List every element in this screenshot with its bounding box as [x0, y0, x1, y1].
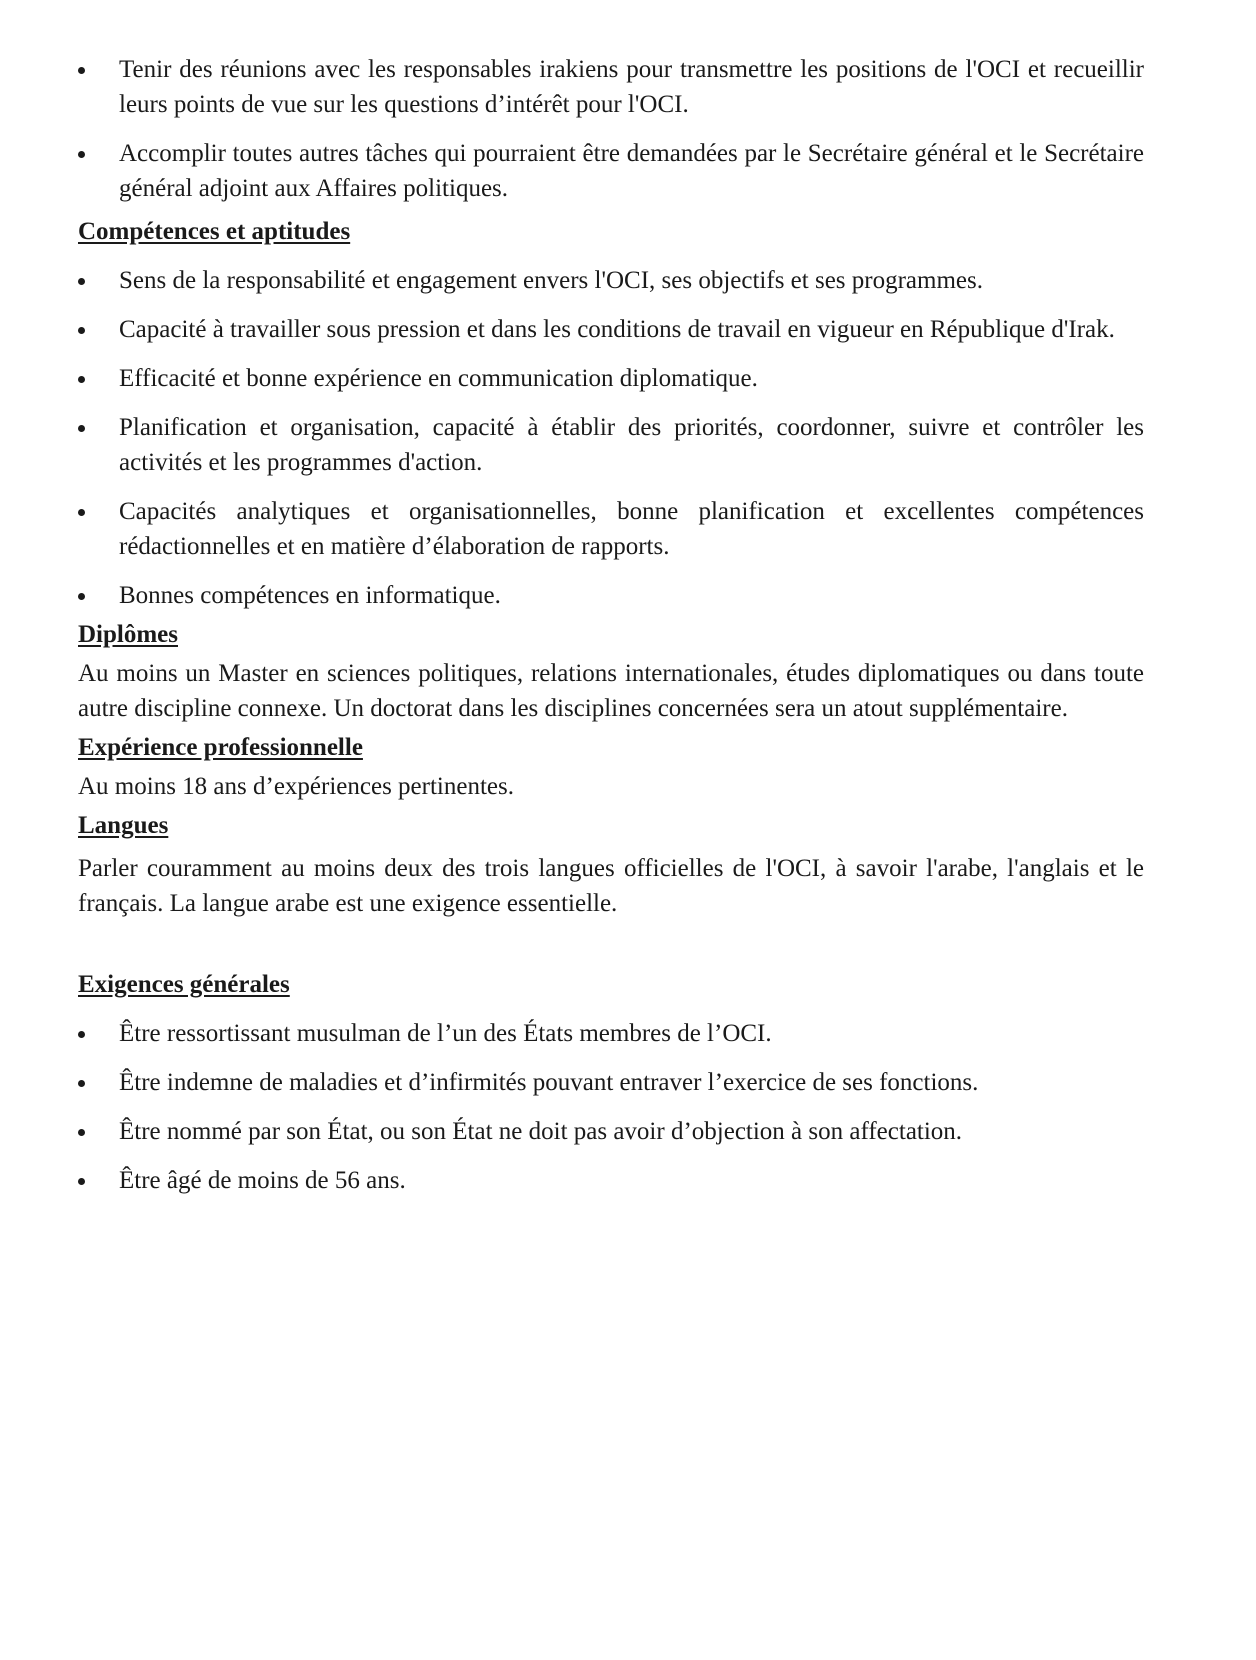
bullet-text: Tenir des réunions avec les responsables irakiens pour transmettre les positions de l'OCI et recueillir leurs points de vue sur les questions d’intérêt pour l'OCI. [119, 56, 1144, 118]
section-heading-langues: Langues [78, 812, 169, 839]
list-item [78, 1065, 1144, 1100]
bullet-text: Être âgé de moins de 56 ans. [119, 1167, 406, 1194]
bullet-icon [78, 327, 85, 334]
bullet-icon [78, 278, 85, 285]
bullet-icon [78, 67, 85, 74]
intro-bullet-list [78, 52, 1144, 206]
bullet-icon [78, 425, 85, 432]
langues-paragraph: Parler couramment au moins deux des trois langues officielles de l'OCI, à savoir l'arabe, l'anglais et le français. La langue arabe est une exigence essentielle. [78, 855, 1144, 917]
bullet-text: Efficacité et bonne expérience en communication diplomatique. [119, 365, 758, 392]
experience-paragraph: Au moins 18 ans d’expériences pertinentes. [78, 773, 514, 800]
section-heading-diplomes: Diplômes [78, 621, 178, 648]
list-item [78, 361, 1144, 396]
bullet-icon [78, 1031, 85, 1038]
bullet-text: Accomplir toutes autres tâches qui pourraient être demandées par le Secrétaire général et le Secrétaire général adjoint aux Affaires politiques. [119, 140, 1144, 202]
list-item [78, 1163, 1144, 1198]
list-item [78, 312, 1144, 347]
bullet-icon [78, 593, 85, 600]
bullet-text: Capacité à travailler sous pression et dans les conditions de travail en vigueur en République d'Irak. [119, 316, 1115, 343]
list-item [78, 410, 1144, 480]
bullet-icon [78, 1178, 85, 1185]
list-item [78, 494, 1144, 564]
list-item [78, 263, 1144, 298]
bullet-icon [78, 1080, 85, 1087]
bullet-text: Être ressortissant musulman de l’un des États membres de l’OCI. [119, 1020, 772, 1047]
bullet-icon [78, 1129, 85, 1136]
list-item [78, 578, 1144, 613]
bullet-text: Capacités analytiques et organisationnelles, bonne planification et excellentes compétences rédactionnelles et en matière d’élaboration de rapports. [119, 498, 1144, 560]
bullet-text: Bonnes compétences en informatique. [119, 582, 501, 609]
bullet-icon [78, 376, 85, 383]
section-heading-competences: Compétences et aptitudes [78, 218, 351, 245]
bullet-text: Sens de la responsabilité et engagement envers l'OCI, ses objectifs et ses programmes. [119, 267, 983, 294]
section-heading-exigences: Exigences générales [78, 971, 290, 998]
list-item [78, 52, 1144, 122]
bullet-text: Être nommé par son État, ou son État ne doit pas avoir d’objection à son affectation. [119, 1118, 963, 1145]
list-item [78, 136, 1144, 206]
diplomes-paragraph: Au moins un Master en sciences politiques, relations internationales, études diplomatiques ou dans toute autre discipline connexe. Un doctorat dans les disciplines concernées sera un atout supplémentaire. [78, 660, 1144, 722]
bullet-text: Planification et organisation, capacité à établir des priorités, coordonner, suivre et contrôler les activités et les programmes d'action. [119, 414, 1144, 476]
bullet-icon [78, 509, 85, 516]
exigences-bullet-list [78, 1016, 1144, 1198]
list-item [78, 1114, 1144, 1149]
list-item [78, 1016, 1144, 1051]
bullet-text: Être indemne de maladies et d’infirmités pouvant entraver l’exercice de ses fonctions. [119, 1069, 979, 1096]
bullet-icon [78, 151, 85, 158]
competences-bullet-list [78, 263, 1144, 613]
section-heading-experience: Expérience professionnelle [78, 734, 363, 761]
